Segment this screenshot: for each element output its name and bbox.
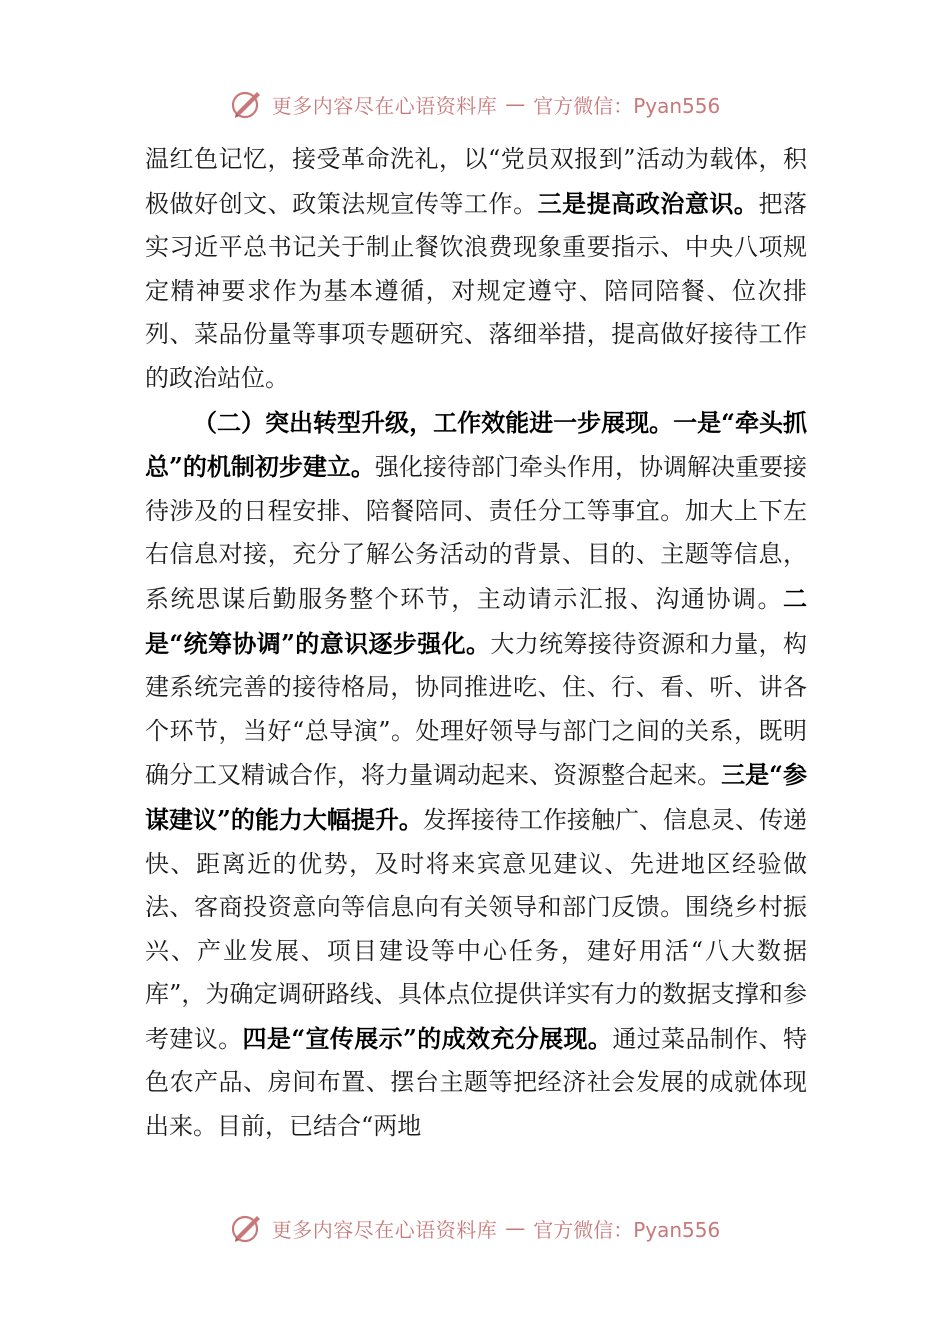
header-banner-text: 更多内容尽在心语资料库 bbox=[271, 93, 498, 118]
p2-bold-4: 四是“宣传展示”的成效充分展现。 bbox=[242, 1023, 613, 1053]
p2-bold-3: 三是“参谋建议”的能力大幅提升。 bbox=[145, 760, 807, 834]
paragraph-2 bbox=[145, 401, 807, 1149]
paragraph-1 bbox=[145, 138, 807, 401]
p1-text-2: 把落实习近平总书记关于制止餐饮浪费现象重要指示、中央八项规定精神要求作为基本遵循，对规定遵守、陪同陪餐、位次排列、菜品份量等事项专题研究、落细举措，提高做好接待工作的政治站位。 bbox=[145, 189, 808, 392]
p2-text-1: 强化接待部门牵头作用，协调解决重要接待涉及的日程安排、陪餐陪同、责任分工等事宜。加大上下左右信息对接，充分了解公务活动的背景、目的、主题等信息，系统思谋后勤服务整个环节，主动请示汇报、沟通协调。 bbox=[145, 453, 807, 613]
footer-banner-text: 更多内容尽在心语资料库 bbox=[271, 1217, 498, 1242]
document-body bbox=[145, 138, 807, 1149]
pen-logo-icon bbox=[230, 87, 264, 121]
footer-watermark-banner bbox=[0, 1208, 950, 1248]
footer-banner-separator: — bbox=[505, 1216, 526, 1240]
p2-bold-1: （二）突出转型升级，工作效能进一步展现。一是“牵头抓总”的机制初步建立。 bbox=[145, 407, 807, 482]
p2-text-3: 发挥接待工作接触广、信息灵、传递快、距离近的优势，及时将来宾意见建议、先进地区经验做法、客商投资意向等信息向有关领导和部门反馈。围绕乡村振兴、产业发展、项目建设等中心任务，建好用活“八大数据库”，为确定调研路线、具体点位提供详实有力的数据支撑和参考建议。 bbox=[145, 805, 807, 1053]
p2-text-2: 大力统筹接待资源和力量，构建系统完善的接待格局，协同推进吃、住、行、看、听、讲各个环节，当好“总导演”。处理好领导与部门之间的关系，既明确分工又精诚合作，将力量调动起来、资源整合起来。 bbox=[145, 629, 808, 790]
header-banner-contact: 官方微信：Pyan556 bbox=[533, 93, 721, 118]
p2-bold-2: 二是“统筹协调”的意识逐步强化。 bbox=[145, 583, 807, 658]
header-watermark-banner bbox=[0, 84, 950, 124]
header-banner-separator: — bbox=[505, 92, 526, 116]
p1-bold-1: 三是提高政治意识。 bbox=[537, 188, 759, 218]
p2-text-4: 通过菜品制作、特色农产品、房间布置、摆台主题等把经济社会发展的成就体现出来。目前，已结合“两地 bbox=[145, 1024, 808, 1141]
footer-banner-contact: 官方微信：Pyan556 bbox=[533, 1217, 721, 1242]
pen-logo-icon bbox=[230, 1211, 264, 1245]
p1-text-1: 温红色记忆，接受革命洗礼，以“党员双报到”活动为载体，积极做好创文、政策法规宣传等工作。 bbox=[145, 145, 807, 218]
